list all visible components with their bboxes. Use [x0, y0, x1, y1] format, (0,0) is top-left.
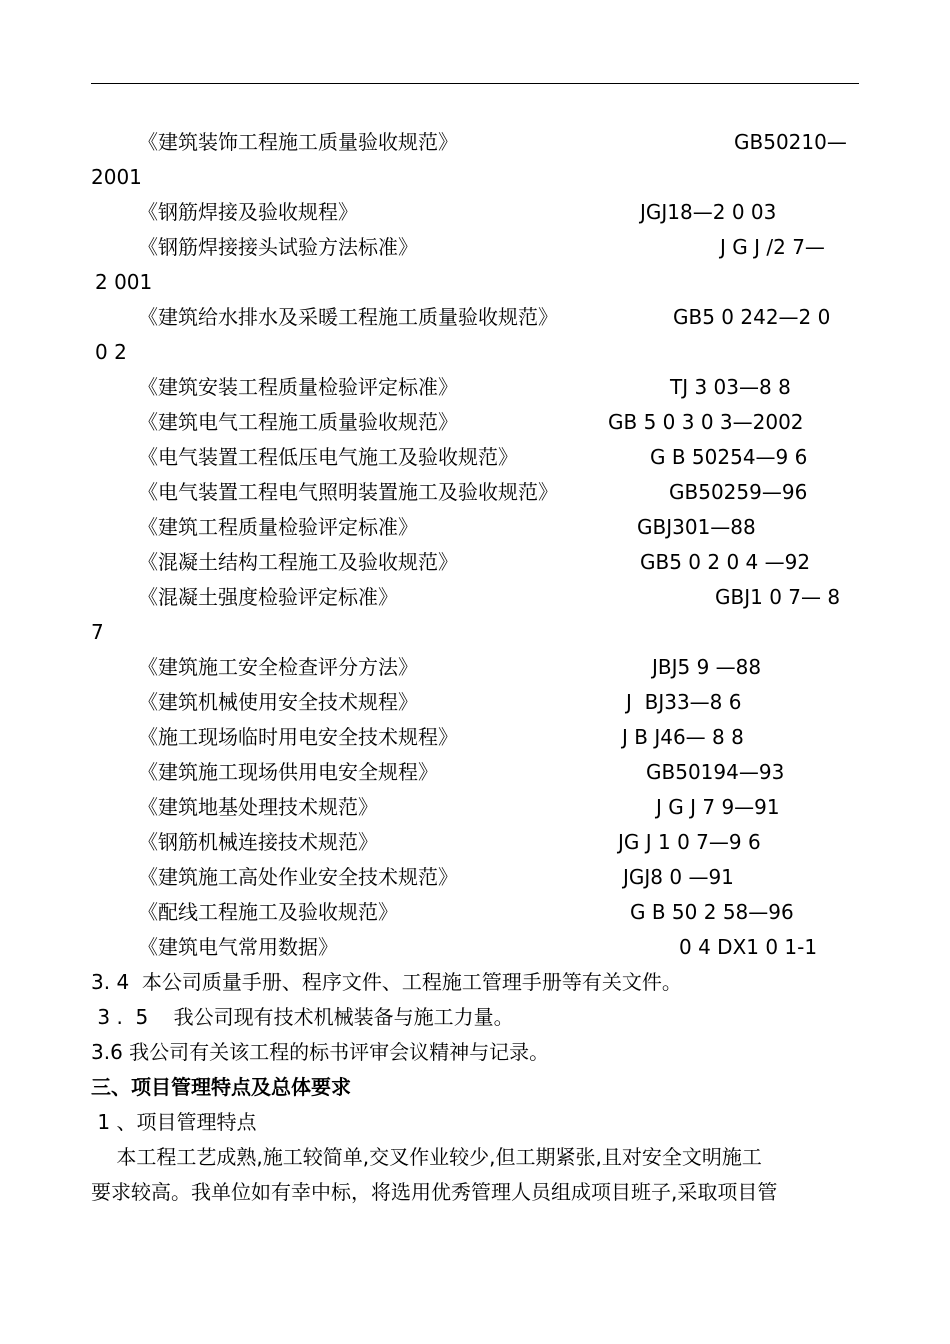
standard-name: 《混凝土结构工程施工及验收规范》	[138, 550, 458, 574]
standard-name: 《电气装置工程电气照明装置施工及验收规范》	[138, 480, 558, 504]
standard-name: 《建筑机械使用安全技术规程》	[138, 690, 418, 714]
standard-name: 《建筑给水排水及采暖工程施工质量验收规范》	[138, 305, 558, 329]
standard-code-continued: 7	[91, 620, 104, 644]
standard-code-continued: 2 001	[95, 270, 153, 294]
standard-name: 《钢筋焊接接头试验方法标准》	[138, 235, 418, 259]
standard-name: 《钢筋机械连接技术规范》	[138, 830, 378, 854]
standard-code: J B J46— 8 8	[622, 725, 744, 749]
standard-name: 《建筑施工现场供用电安全规程》	[138, 760, 438, 784]
standard-code: 0 4 DX1 0 1-1	[679, 935, 818, 959]
subsection-heading: 1 、项目管理特点	[91, 1110, 257, 1134]
section-heading: 三、项目管理特点及总体要求	[91, 1075, 351, 1099]
standard-name: 《钢筋焊接及验收规程》	[138, 200, 358, 224]
standard-name: 《建筑电气常用数据》	[138, 935, 338, 959]
standard-code-continued: 2001	[91, 165, 142, 189]
standard-code: J BJ33—8 6	[626, 690, 742, 714]
standard-name: 《配线工程施工及验收规范》	[138, 900, 398, 924]
standard-code: GB 5 0 3 0 3—2002	[608, 410, 804, 434]
standard-code: GB5 0 242—2 0	[673, 305, 831, 329]
standard-name: 《施工现场临时用电安全技术规程》	[138, 725, 458, 749]
standard-code: TJ 3 03—8 8	[670, 375, 791, 399]
paragraph-line: 要求较高。我单位如有幸中标，将选用优秀管理人员组成项目班子,采取项目管	[91, 1180, 778, 1204]
standard-name: 《电气装置工程低压电气施工及验收规范》	[138, 445, 518, 469]
standard-name: 《建筑装饰工程施工质量验收规范》	[138, 130, 458, 154]
standard-code: GB50194—93	[646, 760, 785, 784]
standard-code: JGJ8 0 —91	[623, 865, 734, 889]
basis-item: 3.6 我公司有关该工程的标书评审会议精神与记录。	[91, 1040, 550, 1064]
standard-code: JBJ5 9 —88	[652, 655, 762, 679]
standard-name: 《建筑施工安全检查评分方法》	[138, 655, 418, 679]
standard-name: 《混凝土强度检验评定标准》	[138, 585, 398, 609]
standard-code: G B 50 2 58—96	[630, 900, 794, 924]
standard-code: GBJ301—88	[637, 515, 756, 539]
standard-name: 《建筑安装工程质量检验评定标准》	[138, 375, 458, 399]
header-rule	[91, 83, 859, 84]
standard-code: J G J /2 7—	[720, 235, 825, 259]
standard-name: 《建筑地基处理技术规范》	[138, 795, 378, 819]
standard-name: 《建筑工程质量检验评定标准》	[138, 515, 418, 539]
standard-code: GB50259—96	[669, 480, 808, 504]
standard-code: GB5 0 2 0 4 —92	[640, 550, 811, 574]
standard-code-continued: 0 2	[95, 340, 127, 364]
standard-code: GBJ1 0 7— 8	[715, 585, 841, 609]
standard-code: JGJ18—2 0 03	[640, 200, 777, 224]
standard-name: 《建筑施工高处作业安全技术规范》	[138, 865, 458, 889]
standard-code: JG J 1 0 7—9 6	[618, 830, 761, 854]
standard-code: G B 50254—9 6	[650, 445, 808, 469]
standard-name: 《建筑电气工程施工质量验收规范》	[138, 410, 458, 434]
paragraph-line: 本工程工艺成熟,施工较简单,交叉作业较少,但工期紧张,且对安全文明施工	[91, 1145, 762, 1169]
standard-code: J G J 7 9—91	[656, 795, 780, 819]
basis-item: 3. 4 本公司质量手册、程序文件、工程施工管理手册等有关文件。	[91, 970, 682, 994]
standard-code: GB50210—	[734, 130, 847, 154]
basis-item: 3 . 5 我公司现有技术机械装备与施工力量。	[91, 1005, 514, 1029]
